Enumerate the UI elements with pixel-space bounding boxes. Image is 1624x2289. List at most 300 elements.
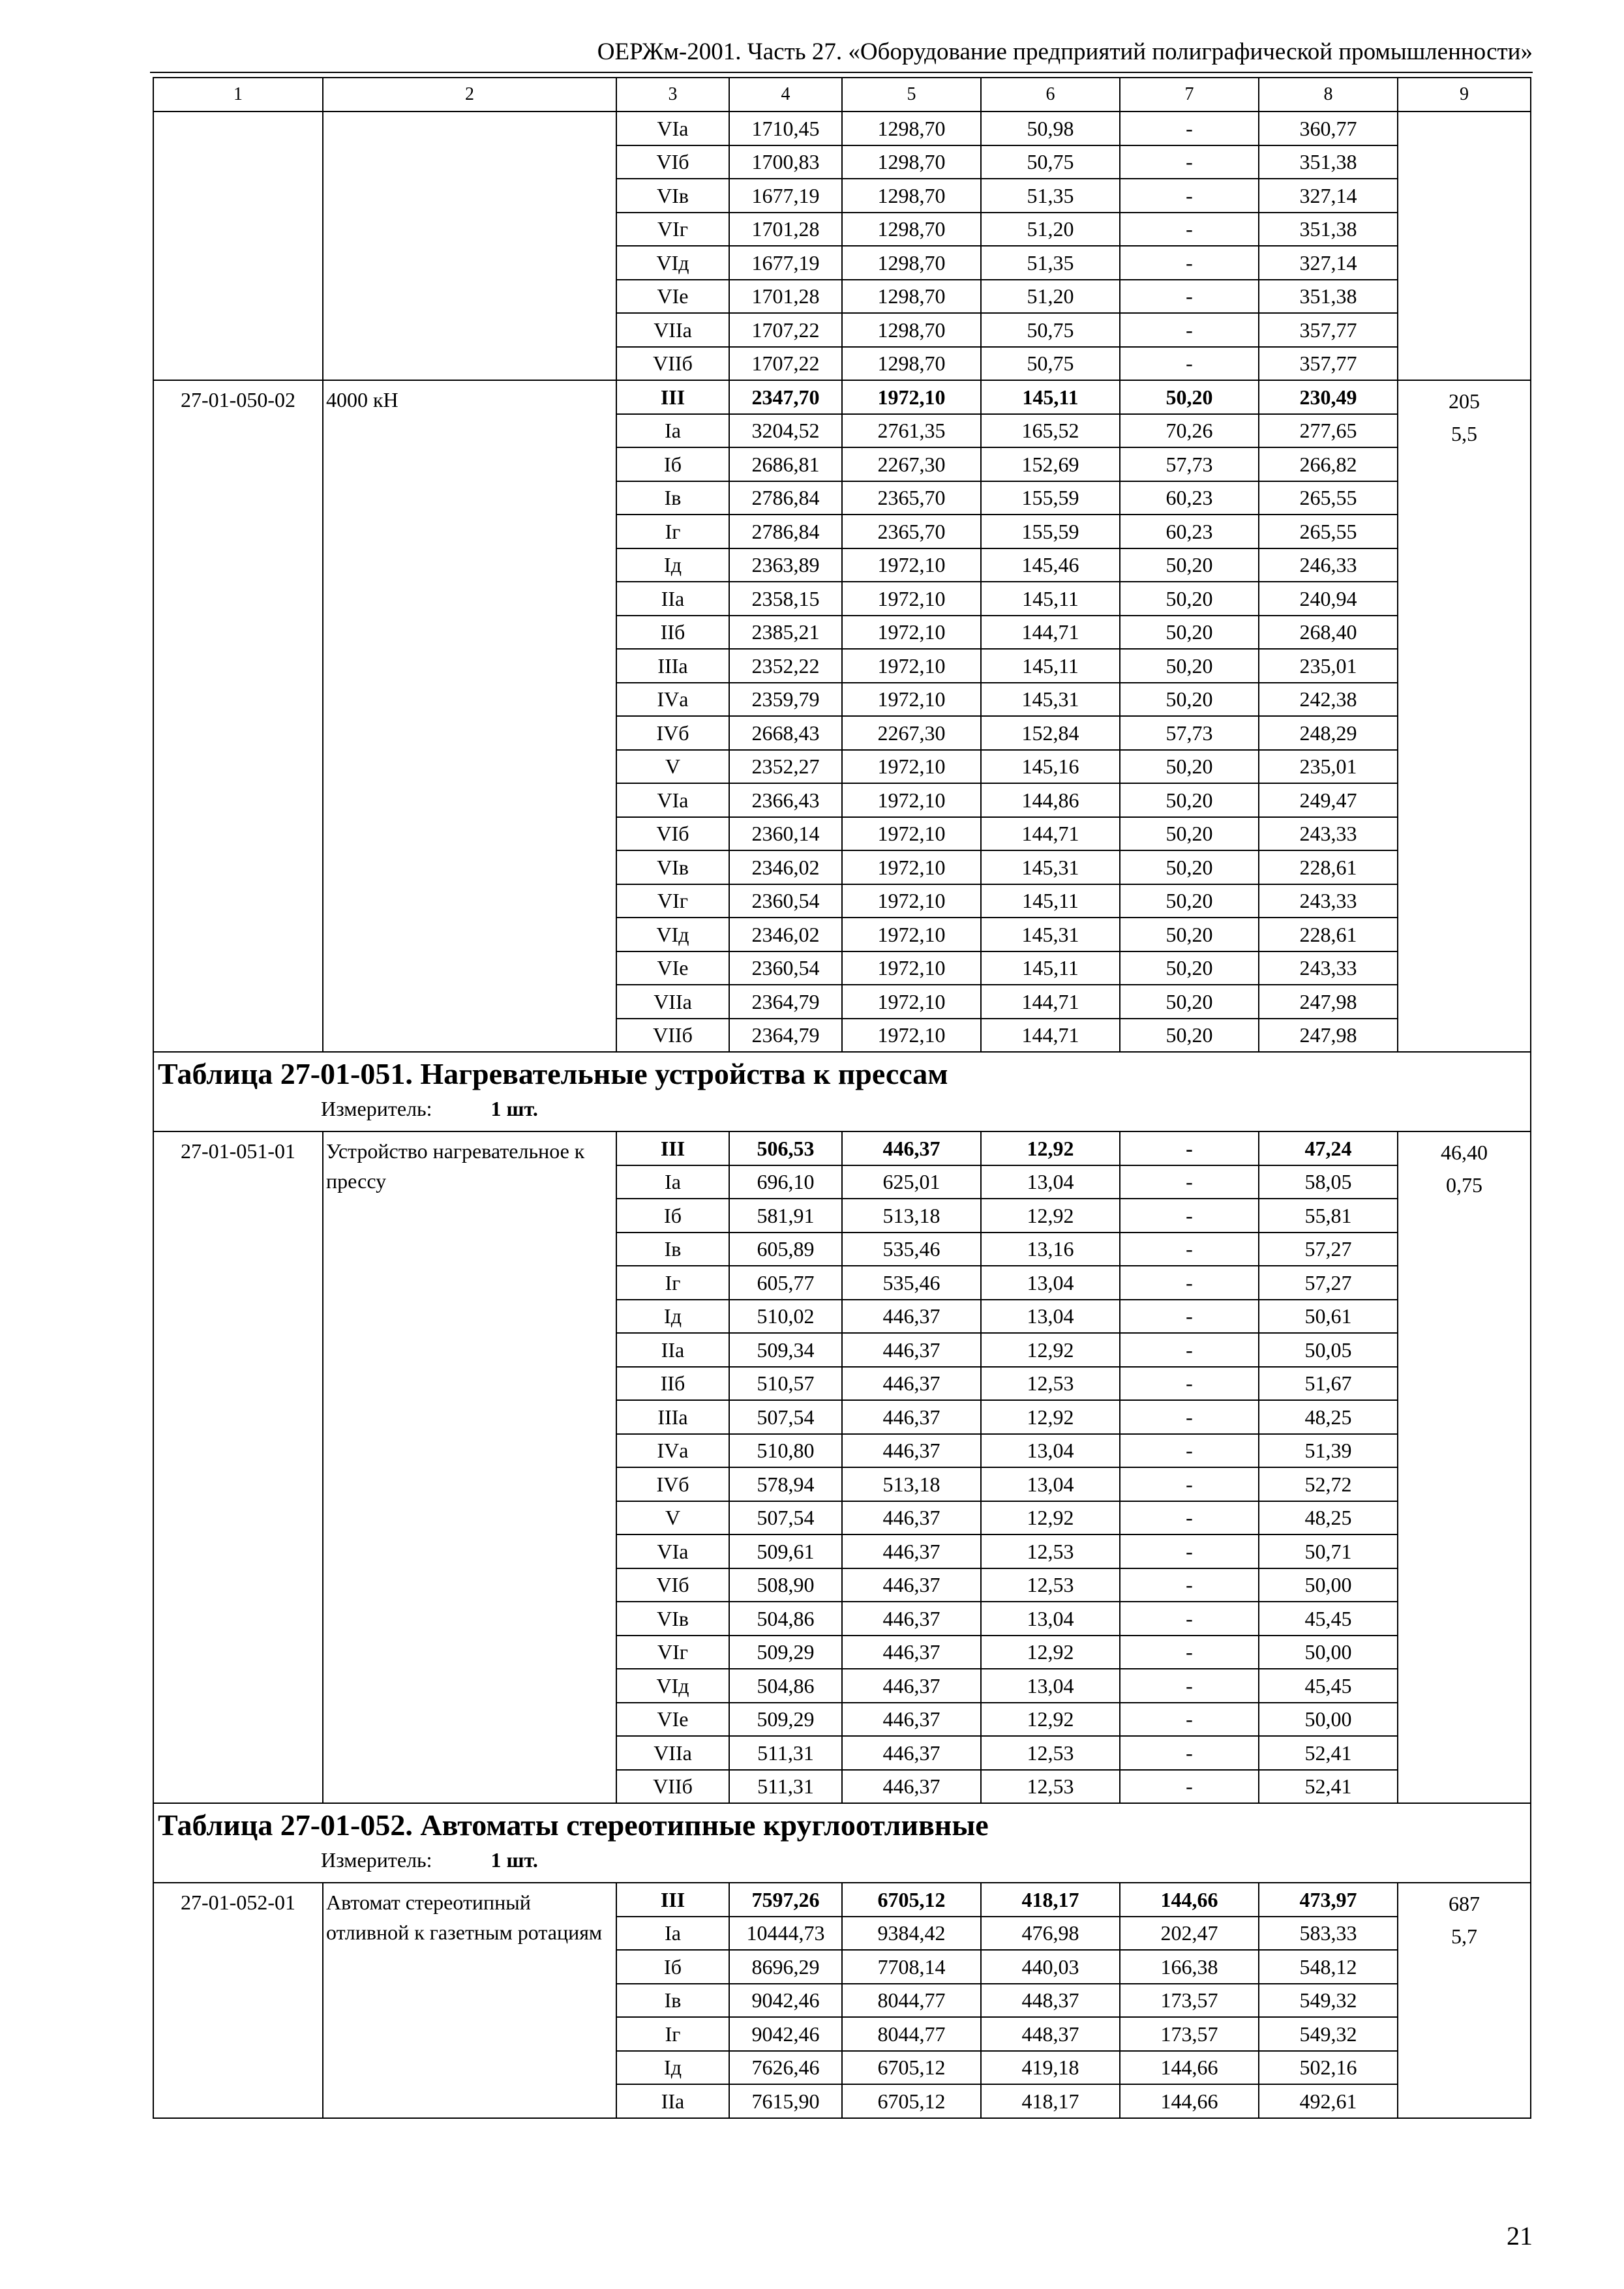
value-cell: - [1120,280,1259,314]
value-cell: 510,57 [729,1367,842,1401]
value-cell: 50,20 [1120,850,1259,884]
zone-label: VIв [616,850,729,884]
value-cell: - [1120,1233,1259,1266]
value-cell: 446,37 [842,1333,981,1367]
value-cell: 476,98 [981,1917,1120,1951]
value-cell: 1972,10 [842,683,981,717]
value-cell: 52,72 [1259,1467,1398,1501]
value-cell: 1298,70 [842,112,981,145]
value-cell: 2363,89 [729,548,842,582]
value-cell: 202,47 [1120,1917,1259,1951]
value-cell: 549,32 [1259,2017,1398,2051]
value-cell: 1707,22 [729,313,842,347]
zone-label: IIIа [616,649,729,683]
value-cell: 2267,30 [842,716,981,750]
value-cell: 51,35 [981,179,1120,213]
value-cell: 13,04 [981,1434,1120,1468]
zone-label: III [616,1883,729,1917]
zone-label: VIд [616,246,729,280]
value-cell: 13,16 [981,1233,1120,1266]
zone-label: Iд [616,548,729,582]
zone-label: III [616,1131,729,1165]
value-cell: 581,91 [729,1199,842,1233]
value-cell: 2347,70 [729,380,842,414]
zone-label: Iа [616,1917,729,1951]
value-cell: 145,16 [981,750,1120,784]
value-cell: 1298,70 [842,179,981,213]
value-cell: 327,14 [1259,179,1398,213]
value-cell: 1972,10 [842,817,981,851]
value-cell: 48,25 [1259,1400,1398,1434]
value-cell: - [1120,1165,1259,1199]
zone-label: VIд [616,918,729,951]
value-cell: - [1120,1300,1259,1334]
value-cell: 360,77 [1259,112,1398,145]
value-cell: 1972,10 [842,985,981,1019]
value-cell: 48,25 [1259,1501,1398,1535]
value-cell: 2358,15 [729,582,842,616]
zone-label: VIIа [616,1736,729,1770]
value-cell: 50,20 [1120,548,1259,582]
value-cell: 242,38 [1259,683,1398,717]
value-cell: 50,98 [981,112,1120,145]
value-cell: - [1120,1131,1259,1165]
value-cell: 446,37 [842,1770,981,1804]
unit-value: 1 шт. [490,1848,538,1872]
value-cell: - [1120,1568,1259,1602]
value-cell: 510,80 [729,1434,842,1468]
running-header: ОЕРЖм-2001. Часть 27. «Оборудование предприятий полиграфической промышленности» [597,38,1533,65]
value-cell: - [1120,1636,1259,1669]
value-cell: 2364,79 [729,1019,842,1053]
value-cell: 145,11 [981,884,1120,918]
value-cell: - [1120,1434,1259,1468]
resource-code: 27-01-052-01 [153,1883,323,2118]
column-number: 9 [1398,78,1531,112]
value-cell: 357,77 [1259,313,1398,347]
extra-value: 5,7 [1451,1924,1477,1948]
value-cell: 1701,28 [729,280,842,314]
value-cell: 10444,73 [729,1917,842,1951]
value-cell: 265,55 [1259,481,1398,515]
value-cell: 1972,10 [842,548,981,582]
value-cell: 235,01 [1259,649,1398,683]
zone-label: IIа [616,2084,729,2118]
value-cell: 446,37 [842,1131,981,1165]
value-cell: 351,38 [1259,280,1398,314]
value-cell: 548,12 [1259,1950,1398,1984]
value-cell: 446,37 [842,1703,981,1737]
zone-label: VIIа [616,985,729,1019]
value-cell: 2364,79 [729,985,842,1019]
value-cell: 60,23 [1120,481,1259,515]
zone-label: VIIб [616,1770,729,1804]
zone-label: VIг [616,884,729,918]
extra-values [1398,112,1531,380]
value-cell: 2360,14 [729,817,842,851]
value-cell: 57,73 [1120,716,1259,750]
value-cell: 50,61 [1259,1300,1398,1334]
zone-label: VIг [616,1636,729,1669]
zone-label: VIе [616,1703,729,1737]
value-cell: 50,00 [1259,1703,1398,1737]
zone-label: V [616,1501,729,1535]
resource-name: 4000 кН [323,380,616,1052]
value-cell: 144,71 [981,1019,1120,1053]
zone-label: IVб [616,1467,729,1501]
resource-name: Автомат стереотипный отливной к газетным ротациям [323,1883,616,2118]
value-cell: 240,94 [1259,582,1398,616]
value-cell: 492,61 [1259,2084,1398,2118]
value-cell: 509,34 [729,1333,842,1367]
value-cell: 1972,10 [842,918,981,951]
value-cell: 12,53 [981,1367,1120,1401]
value-cell: 1972,10 [842,750,981,784]
column-number: 8 [1259,78,1398,112]
value-cell: 50,20 [1120,817,1259,851]
value-cell: - [1120,1367,1259,1401]
value-cell: 265,55 [1259,515,1398,548]
value-cell: 1972,10 [842,380,981,414]
value-cell: 2385,21 [729,616,842,650]
zone-label: Iг [616,515,729,548]
value-cell: 446,37 [842,1434,981,1468]
zone-label: Iа [616,1165,729,1199]
value-cell: 511,31 [729,1736,842,1770]
value-cell: 12,53 [981,1568,1120,1602]
value-cell: 230,49 [1259,380,1398,414]
value-cell: 446,37 [842,1636,981,1669]
value-cell: 52,41 [1259,1736,1398,1770]
value-cell: 605,89 [729,1233,842,1266]
extra-value: 5,5 [1451,422,1477,445]
value-cell: 6705,12 [842,2084,981,2118]
value-cell: 504,86 [729,1669,842,1703]
zone-label: VIа [616,1534,729,1568]
extra-value: 0,75 [1446,1173,1482,1197]
value-cell: 145,11 [981,380,1120,414]
zone-label: Iв [616,481,729,515]
value-cell: - [1120,213,1259,247]
value-cell: 13,04 [981,1266,1120,1300]
value-cell: 549,32 [1259,1984,1398,2018]
table-row [153,1883,1531,1917]
value-cell: 327,14 [1259,246,1398,280]
value-cell: 228,61 [1259,850,1398,884]
resource-name [323,112,616,380]
zone-label: VIб [616,817,729,851]
value-cell: - [1120,347,1259,381]
page-number: 21 [1507,2221,1533,2251]
zone-label: VIг [616,213,729,247]
zone-label: IVа [616,1434,729,1468]
value-cell: 510,02 [729,1300,842,1334]
section-title: Таблица 27-01-052. Автоматы стереотипные круглоотливные [158,1808,989,1842]
value-cell: 506,53 [729,1131,842,1165]
value-cell: 1298,70 [842,213,981,247]
value-cell: 52,41 [1259,1770,1398,1804]
value-cell: 1972,10 [842,582,981,616]
section-title: Таблица 27-01-051. Нагревательные устройства к прессам [158,1057,948,1090]
value-cell: 145,46 [981,548,1120,582]
value-cell: 235,01 [1259,750,1398,784]
value-cell: 511,31 [729,1770,842,1804]
unit-label: Измеритель: [321,1097,432,1120]
value-cell: 144,66 [1120,2051,1259,2085]
value-cell: 448,37 [981,2017,1120,2051]
value-cell: 70,26 [1120,414,1259,448]
value-cell: 144,71 [981,817,1120,851]
value-cell: 2360,54 [729,951,842,985]
value-cell: 446,37 [842,1602,981,1636]
value-cell: 13,04 [981,1300,1120,1334]
value-cell: 7597,26 [729,1883,842,1917]
value-cell: 513,18 [842,1467,981,1501]
value-cell: 1972,10 [842,1019,981,1053]
value-cell: 1707,22 [729,347,842,381]
value-cell: 50,75 [981,313,1120,347]
value-cell: 7615,90 [729,2084,842,2118]
value-cell: 12,92 [981,1131,1120,1165]
value-cell: 2352,22 [729,649,842,683]
value-cell: 50,20 [1120,884,1259,918]
value-cell: 446,37 [842,1300,981,1334]
value-cell: - [1120,1602,1259,1636]
zone-label: Iд [616,1300,729,1334]
value-cell: 50,20 [1120,918,1259,951]
value-cell: 173,57 [1120,1984,1259,2018]
value-cell: 418,17 [981,1883,1120,1917]
resource-code [153,112,323,380]
value-cell: 1677,19 [729,246,842,280]
value-cell: 12,92 [981,1333,1120,1367]
value-cell: - [1120,313,1259,347]
value-cell: 246,33 [1259,548,1398,582]
unit-value: 1 шт. [490,1097,538,1120]
value-cell: 1972,10 [842,616,981,650]
value-cell: 1700,83 [729,145,842,179]
value-cell: 1298,70 [842,347,981,381]
section-cell [153,1803,1531,1883]
column-number: 6 [981,78,1120,112]
value-cell: 419,18 [981,2051,1120,2085]
value-cell: 696,10 [729,1165,842,1199]
value-cell: 266,82 [1259,447,1398,481]
value-cell: - [1120,1199,1259,1233]
value-cell: 8044,77 [842,2017,981,2051]
value-cell: 9042,46 [729,1984,842,2018]
value-cell: 8696,29 [729,1950,842,1984]
value-cell: 351,38 [1259,213,1398,247]
value-cell: 446,37 [842,1669,981,1703]
value-cell: 50,20 [1120,380,1259,414]
value-cell: 7708,14 [842,1950,981,1984]
value-cell: 3204,52 [729,414,842,448]
value-cell: 625,01 [842,1165,981,1199]
value-cell: 1972,10 [842,783,981,817]
value-cell: 13,04 [981,1165,1120,1199]
value-cell: - [1120,112,1259,145]
zone-label: Iг [616,1266,729,1300]
value-cell: 446,37 [842,1400,981,1434]
value-cell: 2346,02 [729,918,842,951]
value-cell: - [1120,179,1259,213]
value-cell: - [1120,1703,1259,1737]
value-cell: 12,53 [981,1534,1120,1568]
value-cell: 50,20 [1120,750,1259,784]
value-cell: 277,65 [1259,414,1398,448]
value-cell: 535,46 [842,1266,981,1300]
column-number: 4 [729,78,842,112]
table-section-header [153,1803,1531,1883]
value-cell: 1972,10 [842,649,981,683]
value-cell: 165,52 [981,414,1120,448]
table-section-header [153,1052,1531,1131]
value-cell: 1972,10 [842,850,981,884]
zone-label: III [616,380,729,414]
zone-label: Iб [616,1950,729,1984]
value-cell: 45,45 [1259,1669,1398,1703]
extra-value: 205 [1449,389,1480,413]
value-cell: - [1120,1534,1259,1568]
zone-label: VIIб [616,347,729,381]
value-cell: 50,71 [1259,1534,1398,1568]
value-cell: 50,20 [1120,683,1259,717]
value-cell: 2761,35 [842,414,981,448]
zone-label: Iб [616,1199,729,1233]
value-cell: 51,39 [1259,1434,1398,1468]
value-cell: 12,92 [981,1501,1120,1535]
value-cell: 9384,42 [842,1917,981,1951]
value-cell: 8044,77 [842,1984,981,2018]
resource-name: Устройство нагревательное к прессу [323,1131,616,1803]
value-cell: 583,33 [1259,1917,1398,1951]
value-cell: - [1120,1266,1259,1300]
value-cell: 12,53 [981,1770,1120,1804]
zone-label: IIIа [616,1400,729,1434]
value-cell: 57,73 [1120,447,1259,481]
extra-value: 46,40 [1441,1141,1488,1164]
zone-label: Iв [616,1984,729,2018]
value-cell: 351,38 [1259,145,1398,179]
value-cell: 2352,27 [729,750,842,784]
value-cell: 13,04 [981,1467,1120,1501]
zone-label: IIб [616,1367,729,1401]
value-cell: 2346,02 [729,850,842,884]
value-cell: 446,37 [842,1367,981,1401]
value-cell: 50,20 [1120,582,1259,616]
value-cell: 2686,81 [729,447,842,481]
value-cell: 357,77 [1259,347,1398,381]
resource-code: 27-01-050-02 [153,380,323,1052]
zone-label: VIв [616,179,729,213]
value-cell: 2267,30 [842,447,981,481]
header-rule [150,72,1533,73]
value-cell: 1710,45 [729,112,842,145]
value-cell: - [1120,1333,1259,1367]
value-cell: 504,86 [729,1602,842,1636]
value-cell: 47,24 [1259,1131,1398,1165]
value-cell: 508,90 [729,1568,842,1602]
value-cell: 2365,70 [842,515,981,548]
value-cell: - [1120,1501,1259,1535]
zone-label: VIд [616,1669,729,1703]
value-cell: 6705,12 [842,1883,981,1917]
value-cell: 12,92 [981,1199,1120,1233]
value-cell: 50,00 [1259,1636,1398,1669]
value-cell: 1972,10 [842,951,981,985]
zone-label: Iб [616,447,729,481]
value-cell: 50,75 [981,145,1120,179]
extra-value: 687 [1449,1892,1480,1915]
value-cell: 145,11 [981,951,1120,985]
zone-label: IIб [616,616,729,650]
zone-label: Iа [616,414,729,448]
value-cell: 9042,46 [729,2017,842,2051]
value-cell: 57,27 [1259,1266,1398,1300]
value-cell: 2786,84 [729,515,842,548]
value-cell: 145,31 [981,918,1120,951]
value-cell: 51,20 [981,280,1120,314]
value-cell: 507,54 [729,1400,842,1434]
zone-label: IIа [616,1333,729,1367]
value-cell: 2359,79 [729,683,842,717]
value-cell: 2360,54 [729,884,842,918]
unit-line [158,1846,1527,1874]
value-cell: - [1120,1736,1259,1770]
value-cell: 152,69 [981,447,1120,481]
column-number: 7 [1120,78,1259,112]
value-cell: 57,27 [1259,1233,1398,1266]
value-cell: - [1120,1467,1259,1501]
value-cell: 1298,70 [842,246,981,280]
value-cell: 166,38 [1120,1950,1259,1984]
value-cell: 2668,43 [729,716,842,750]
column-number: 1 [153,78,323,112]
value-cell: 51,35 [981,246,1120,280]
value-cell: 58,05 [1259,1165,1398,1199]
value-cell: 440,03 [981,1950,1120,1984]
value-cell: - [1120,1770,1259,1804]
table-row [153,1131,1531,1165]
value-cell: 145,31 [981,850,1120,884]
zone-label: Iв [616,1233,729,1266]
rates-table-body [153,78,1531,2118]
value-cell: 144,66 [1120,2084,1259,2118]
value-cell: 268,40 [1259,616,1398,650]
value-cell: 50,00 [1259,1568,1398,1602]
value-cell: 144,71 [981,985,1120,1019]
table-row [153,380,1531,414]
value-cell: 502,16 [1259,2051,1398,2085]
unit-label: Измеритель: [321,1848,432,1872]
value-cell: 50,20 [1120,951,1259,985]
value-cell: 247,98 [1259,1019,1398,1053]
value-cell: - [1120,145,1259,179]
value-cell: 145,31 [981,683,1120,717]
value-cell: 144,66 [1120,1883,1259,1917]
value-cell: 144,86 [981,783,1120,817]
value-cell: 446,37 [842,1534,981,1568]
zone-label: VIIа [616,313,729,347]
value-cell: 12,92 [981,1703,1120,1737]
value-cell: 12,92 [981,1400,1120,1434]
value-cell: 446,37 [842,1736,981,1770]
rates-table [153,77,1531,2119]
value-cell: 2786,84 [729,481,842,515]
value-cell: - [1120,1400,1259,1434]
value-cell: 6705,12 [842,2051,981,2085]
